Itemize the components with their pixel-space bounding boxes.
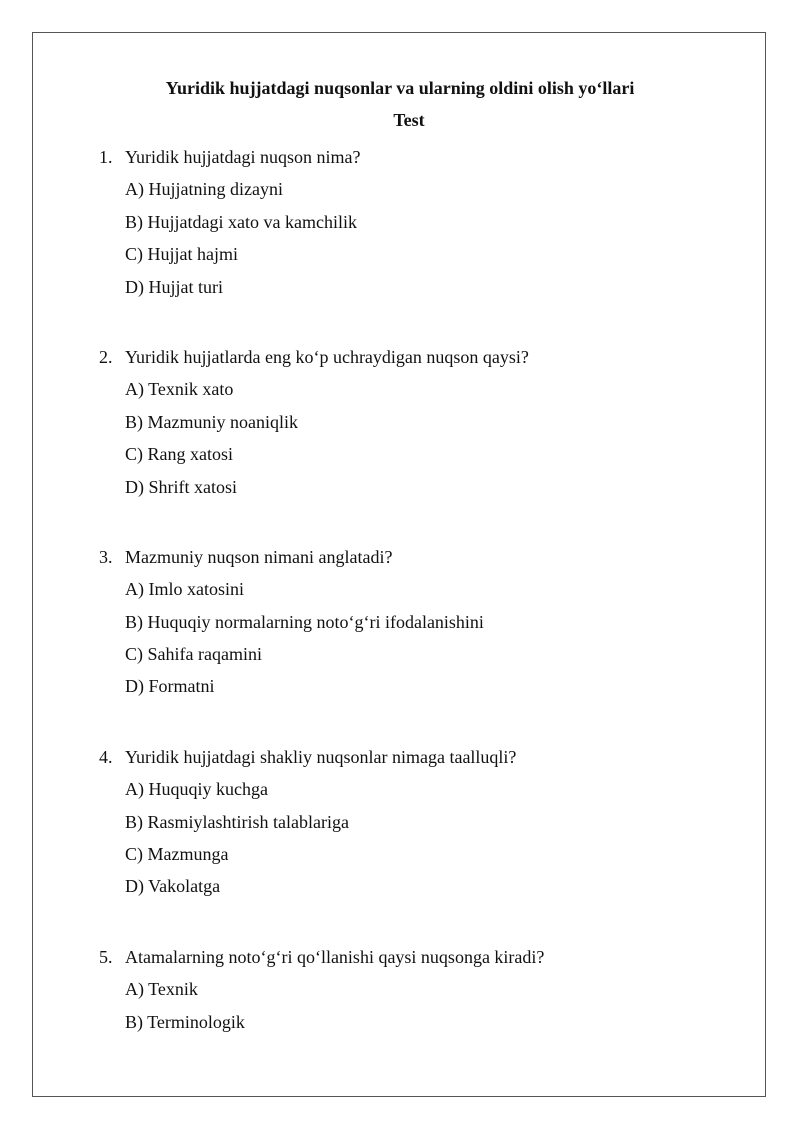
- question-text: Yuridik hujjatdagi shakliy nuqsonlar nimaga taalluqli?: [125, 746, 517, 767]
- answer-option-a: A) Hujjatning dizayni: [125, 179, 283, 200]
- question-stem: [99, 341, 739, 373]
- question-text: Atamalarning noto‘g‘ri qo‘llanishi qaysi nuqsonga kiradi?: [125, 946, 545, 967]
- answer-option-d: D) Shrift xatosi: [125, 476, 237, 497]
- question-stem: [99, 541, 739, 573]
- answer-option-b: B) Huquqiy normalarning noto‘g‘ri ifodalanishini: [125, 611, 484, 632]
- question-number: 1.: [99, 147, 113, 167]
- question-text: Mazmuniy nuqson nimani anglatadi?: [125, 546, 393, 567]
- question-number: 4.: [99, 746, 113, 767]
- answer-option-a: A) Huquqiy kuchga: [125, 779, 268, 800]
- question-1: [99, 141, 739, 303]
- answer-option-a: A) Texnik xato: [125, 379, 234, 400]
- answer-option-a: A) Imlo xatosini: [125, 579, 244, 600]
- question-text: Yuridik hujjatdagi nuqson nima?: [125, 147, 361, 167]
- question-3: [99, 541, 739, 703]
- question-number: 5.: [99, 946, 113, 967]
- question-stem: [99, 941, 739, 973]
- answer-option-d: D) Vakolatga: [125, 876, 221, 897]
- question-number: 2.: [99, 346, 113, 367]
- document-subtitle: Test: [393, 110, 425, 130]
- answer-option-c: C) Sahifa raqamini: [125, 644, 262, 665]
- question-number: 3.: [99, 546, 113, 567]
- question-4: [99, 741, 739, 903]
- answer-option-d: D) Formatni: [125, 676, 215, 697]
- answer-option-c: C) Rang xatosi: [125, 444, 233, 465]
- answer-option-b: B) Mazmuniy noaniqlik: [125, 411, 298, 432]
- question-list: [99, 141, 739, 1076]
- answer-option-b: B) Hujjatdagi xato va kamchilik: [125, 211, 357, 232]
- question-5: [99, 941, 739, 1038]
- answer-option-d: D) Hujjat turi: [125, 276, 223, 297]
- question-stem: [99, 741, 739, 773]
- answer-option-a: A) Texnik: [125, 979, 198, 1000]
- question-stem: [99, 141, 739, 173]
- answer-option-c: C) Mazmunga: [125, 844, 229, 865]
- question-text: Yuridik hujjatlarda eng ko‘p uchraydigan nuqson qaysi?: [125, 346, 529, 367]
- answer-option-b: B) Terminologik: [125, 1011, 245, 1032]
- document-title: Yuridik hujjatdagi nuqsonlar va ularning oldini olish yo‘llari: [165, 78, 635, 98]
- question-2: [99, 341, 739, 503]
- answer-option-b: B) Rasmiylashtirish talablariga: [125, 811, 349, 832]
- answer-option-c: C) Hujjat hajmi: [125, 244, 238, 265]
